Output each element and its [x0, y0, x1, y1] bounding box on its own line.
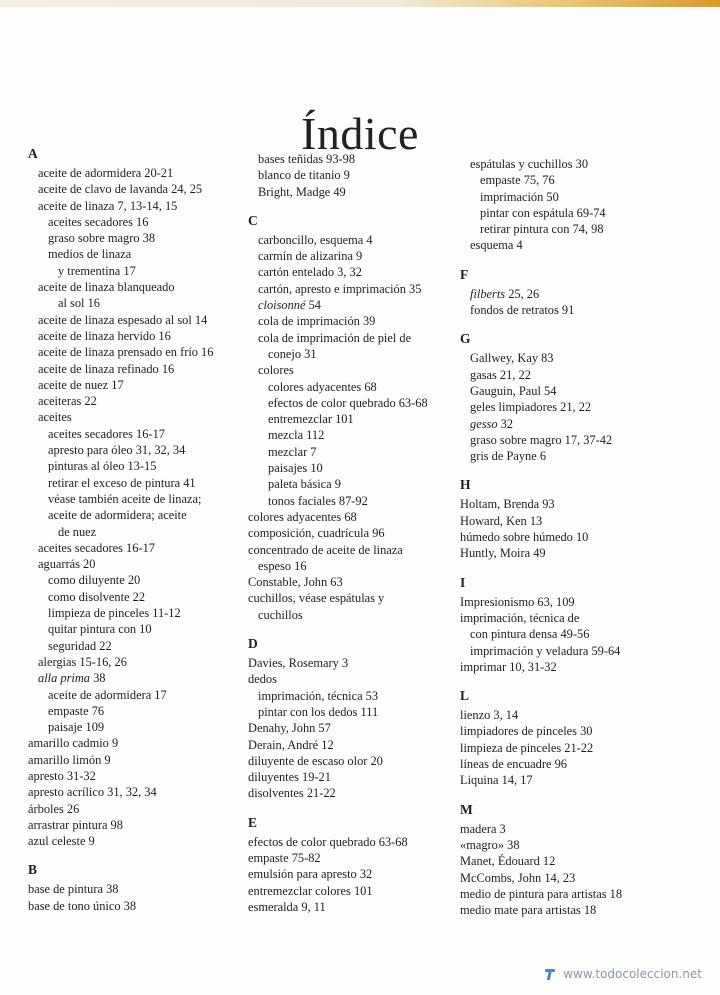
index-entry: aguarrás 20: [38, 557, 96, 572]
index-entry: aceites secadores 16-17: [48, 426, 165, 441]
index-entry: aceite de linaza refinado 16: [38, 361, 175, 376]
index-entry: limpieza de pinceles 21-22: [460, 740, 594, 755]
index-entry: composición, cuadrícula 96: [248, 526, 385, 541]
index-entry: McCombs, John 14, 23: [460, 870, 576, 885]
index-entry: Constable, John 63: [248, 575, 343, 590]
index-entry: colores adyacentes 68: [268, 379, 377, 394]
index-entry: limpieza de pinceles 11-12: [48, 606, 181, 621]
index-entry: aceites secadores 16-17: [38, 540, 155, 555]
index-entry: y trementina 17: [58, 263, 136, 278]
index-entry: Liquina 14, 17: [460, 773, 533, 788]
index-entry: árboles 26: [28, 801, 80, 816]
index-column-1: [28, 146, 256, 914]
index-entry: «magro» 38: [460, 837, 520, 852]
index-entry: imprimación y veladura 59-64: [470, 643, 621, 658]
index-entry: Huntly, Moira 49: [460, 546, 546, 561]
index-entry: imprimación 50: [480, 189, 559, 204]
index-entry: azul celeste 9: [28, 834, 95, 849]
index-entry: disolventes 21-22: [248, 786, 336, 801]
index-entry: aceites: [38, 410, 72, 425]
index-entry: graso sobre magro 17, 37-42: [470, 432, 613, 447]
index-entry: amarillo limón 9: [28, 752, 111, 767]
index-entry: fondos de retratos 91: [470, 303, 575, 318]
index-entry: empaste 75-82: [248, 850, 321, 865]
index-entry: aceite de linaza hervido 16: [38, 328, 171, 343]
index-entry: alergias 15-16, 26: [38, 654, 127, 669]
index-entry: imprimación, técnica de: [460, 610, 580, 625]
section-letter: B: [28, 862, 38, 878]
index-entry: aceite de linaza blanqueado: [38, 280, 175, 295]
index-entry: emulsión para apresto 32: [248, 867, 373, 882]
index-entry: efectos de color quebrado 63-68: [248, 834, 408, 849]
section-letter: A: [28, 146, 38, 161]
index-entry: apresto para óleo 31, 32, 34: [48, 443, 186, 458]
watermark-text: www.todocoleccion.net: [563, 967, 702, 981]
index-entry: cuchillos: [258, 607, 303, 622]
index-entry: geles limpiadores 21, 22: [470, 400, 592, 415]
index-entry: graso sobre magro 38: [48, 231, 156, 246]
index-entry: colores adyacentes 68: [248, 509, 357, 524]
index-entry: base de pintura 38: [28, 882, 119, 897]
index-entry: efectos de color quebrado 63-68: [268, 395, 428, 410]
top-color-strip: [0, 0, 720, 7]
section-letter: G: [460, 331, 471, 347]
index-entry: esmeralda 9, 11: [248, 899, 326, 914]
index-entry: aceite de adormidera; aceite: [48, 508, 187, 523]
index-entry: imprimar 10, 31-32: [460, 659, 557, 674]
section-letter: C: [248, 212, 258, 228]
index-entry: limpiadores de pinceles 30: [460, 724, 593, 739]
index-entry: aceite de linaza espesado al sol 14: [38, 312, 208, 327]
index-entry: cuchillos, véase espátulas y: [248, 591, 385, 606]
index-entry: espátulas y cuchillos 30: [470, 157, 589, 171]
index-entry: pinturas al óleo 13-15: [48, 459, 157, 474]
index-entry: concentrado de aceite de linaza: [248, 542, 403, 557]
index-entry: aceite de nuez 17: [38, 377, 124, 392]
index-entry: mezclar 7: [268, 444, 317, 459]
watermark: [543, 967, 702, 981]
index-entry: Impresionismo 63, 109: [460, 594, 575, 609]
index-entry: mezcla 112: [268, 428, 325, 443]
section-letter: H: [460, 477, 471, 493]
index-entry: amarillo cadmio 9: [28, 736, 119, 751]
index-entry: espeso 16: [258, 558, 307, 573]
index-entry: Howard, Ken 13: [460, 513, 543, 528]
index-entry: alla prima 38: [38, 671, 106, 686]
index-entry: Gauguin, Paul 54: [470, 383, 557, 398]
todocoleccion-logo-icon: [543, 967, 557, 981]
index-entry: arrastrar pintura 98: [28, 817, 123, 832]
index-entry: aceite de adormidera 17: [48, 687, 167, 702]
index-entry: apresto acrílico 31, 32, 34: [28, 785, 157, 800]
index-entry: líneas de encuadre 96: [460, 757, 567, 772]
index-entry: húmedo sobre húmedo 10: [460, 530, 589, 545]
index-entry: carmín de alizarina 9: [258, 249, 363, 264]
index-entry: imprimación, técnica 53: [258, 688, 379, 703]
index-entry: con pintura densa 49-56: [470, 627, 590, 642]
index-entry: cartón entelado 3, 32: [258, 265, 362, 280]
index-entry: Davies, Rosemary 3: [248, 656, 349, 671]
index-entry: diluyente de escaso olor 20: [248, 753, 383, 768]
index-entry: medio de pintura para artistas 18: [460, 886, 623, 901]
index-entry: base de tono único 38: [28, 898, 137, 913]
section-letter: L: [460, 688, 470, 704]
index-entry: dedos: [248, 672, 277, 687]
index-entry: entremezclar colores 101: [248, 883, 373, 898]
index-entry: paisaje 109: [48, 720, 105, 735]
index-entry: retirar el exceso de pintura 41: [48, 475, 196, 490]
index-entry: seguridad 22: [48, 638, 112, 653]
index-entry: pintar con espátula 69-74: [480, 205, 606, 220]
index-entry: paisajes 10: [268, 461, 323, 476]
index-entry: carboncillo, esquema 4: [258, 232, 373, 247]
index-entry: aceiteras 22: [38, 394, 97, 409]
index-entry: cloisonné 54: [258, 298, 321, 313]
index-entry: empaste 75, 76: [480, 173, 555, 188]
index-entry: gris de Payne 6: [470, 449, 547, 464]
index-entry: Denahy, John 57: [248, 721, 331, 736]
index-entry: esquema 4: [470, 238, 523, 253]
index-entry: entremezclar 101: [268, 412, 354, 427]
index-entry: medios de linaza: [48, 247, 132, 262]
index-entry: empaste 76: [48, 703, 105, 718]
index-entry: madera 3: [460, 821, 506, 836]
index-entry: colores: [258, 363, 294, 378]
section-letter: M: [460, 801, 473, 817]
index-column-3: [460, 156, 700, 918]
index-entry: apresto 31-32: [28, 768, 96, 783]
index-entry: bases teñidas 93-98: [258, 152, 356, 166]
index-entry: gasas 21, 22: [470, 367, 531, 382]
index-entry: Gallwey, Kay 83: [470, 351, 554, 366]
index-entry: Bright, Madge 49: [258, 184, 346, 199]
index-entry: diluyentes 19-21: [248, 770, 331, 785]
index-entry: como disolvente 22: [48, 589, 146, 604]
index-entry: aceite de linaza prensado en frío 16: [38, 345, 214, 360]
index-entry: retirar pintura con 74, 98: [480, 222, 604, 237]
index-entry: cola de imprimación 39: [258, 314, 376, 329]
index-entry: filberts 25, 26: [470, 286, 540, 301]
index-entry: cola de imprimación de piel de: [258, 330, 412, 345]
index-entry: al sol 16: [58, 296, 100, 311]
index-entry: blanco de titanio 9: [258, 168, 350, 183]
index-entry: cartón, apresto e imprimación 35: [258, 281, 422, 296]
index-entry: lienzo 3, 14: [460, 708, 519, 723]
index-entry: aceites secadores 16: [48, 214, 149, 229]
section-letter: I: [460, 574, 466, 590]
index-entry: medio mate para artistas 18: [460, 903, 597, 918]
index-entry: gesso 32: [470, 416, 514, 431]
index-entry: paleta básica 9: [268, 477, 341, 492]
section-letter: E: [248, 814, 258, 830]
index-entry: quitar pintura con 10: [48, 622, 152, 637]
section-letter: F: [460, 266, 469, 282]
index-entry: Manet, Édouard 12: [460, 854, 556, 869]
index-entry: tonos faciales 87-92: [268, 493, 368, 508]
index-entry: aceite de adormidera 20-21: [38, 166, 174, 180]
page-title: Índice: [301, 107, 419, 159]
section-letter: D: [248, 636, 258, 652]
index-entry: pintar con los dedos 111: [258, 704, 379, 719]
index-entry: aceite de clavo de lavanda 24, 25: [38, 182, 203, 197]
index-column-2: [248, 151, 468, 915]
index-entry: Holtam, Brenda 93: [460, 497, 555, 512]
index-entry: véase también aceite de linaza;: [48, 491, 202, 506]
index-entry: conejo 31: [268, 346, 317, 361]
index-entry: aceite de linaza 7, 13-14, 15: [38, 198, 178, 213]
index-entry: de nuez: [58, 524, 97, 539]
index-entry: como diluyente 20: [48, 573, 141, 588]
index-entry: Derain, André 12: [248, 737, 334, 752]
